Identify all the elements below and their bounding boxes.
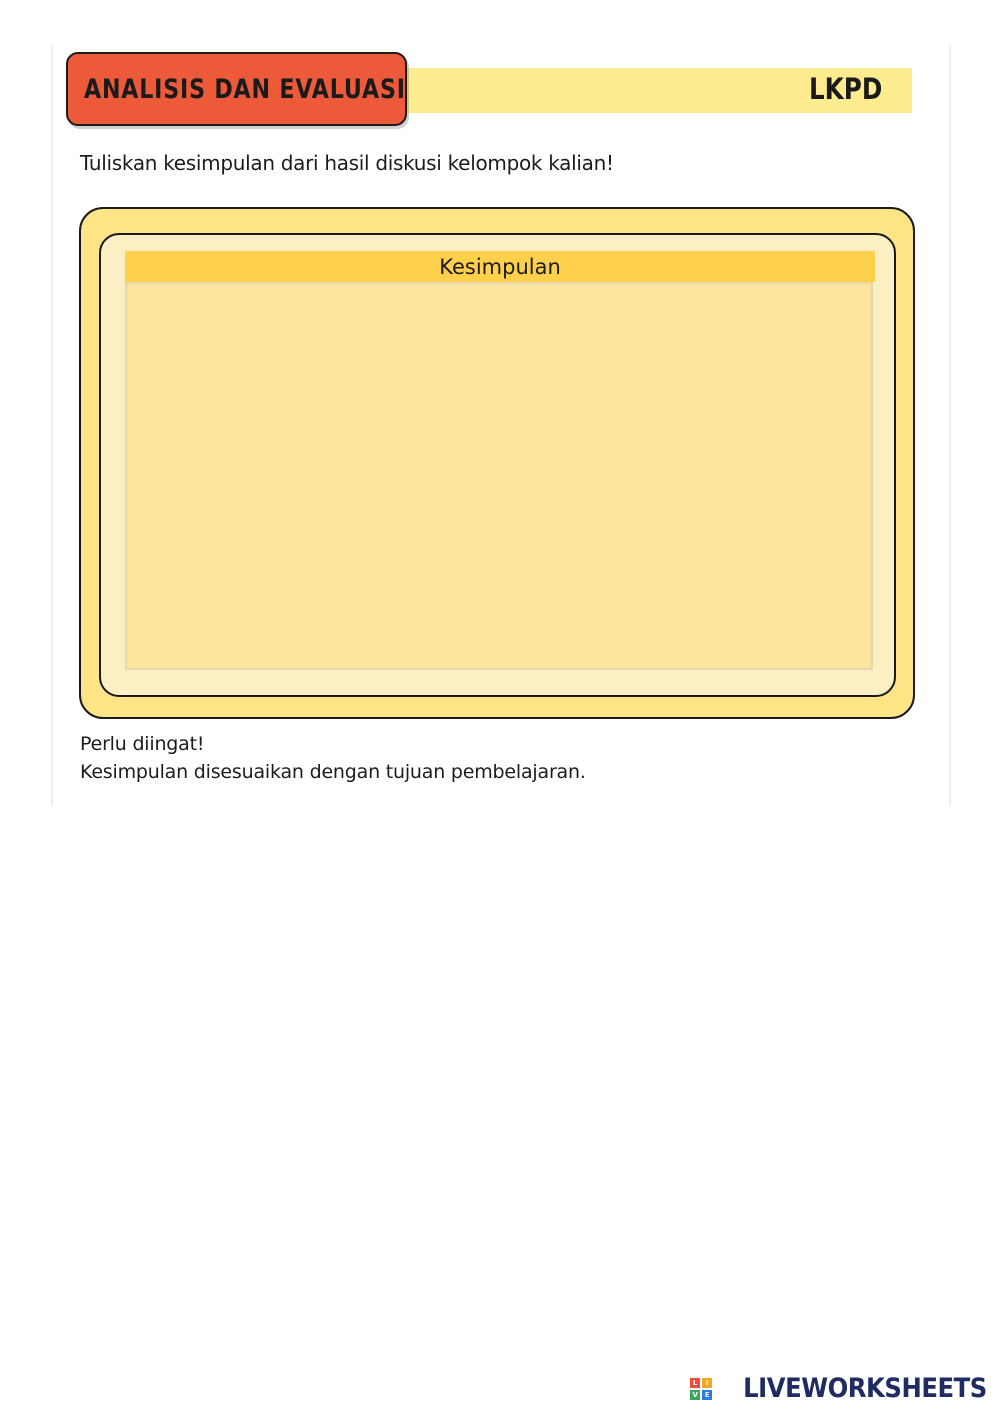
lkpd-label: LKPD bbox=[808, 72, 882, 106]
page-title: ANALISIS DAN EVALUASI bbox=[84, 73, 406, 105]
brand-icon-letter-e: E bbox=[702, 1390, 712, 1400]
brand-icon-letter-i: I bbox=[702, 1378, 712, 1388]
note-heading: Perlu diingat! bbox=[80, 733, 205, 755]
brand-name: LIVEWORKSHEETS bbox=[743, 1373, 987, 1404]
conclusion-header bbox=[125, 251, 875, 282]
brand-icon-letter-v: V bbox=[690, 1390, 700, 1400]
conclusion-answer-input[interactable] bbox=[125, 282, 873, 670]
header-band bbox=[400, 68, 912, 113]
title-badge bbox=[66, 52, 407, 126]
conclusion-title: Kesimpulan bbox=[439, 254, 561, 279]
liveworksheets-logo bbox=[690, 1373, 987, 1404]
note-text: Kesimpulan disesuaikan dengan tujuan pembelajaran. bbox=[80, 761, 586, 783]
instruction-text: Tuliskan kesimpulan dari hasil diskusi kelompok kalian! bbox=[80, 151, 614, 175]
brand-icon-letter-l: L bbox=[690, 1378, 700, 1388]
liveworksheets-icon bbox=[690, 1378, 712, 1400]
